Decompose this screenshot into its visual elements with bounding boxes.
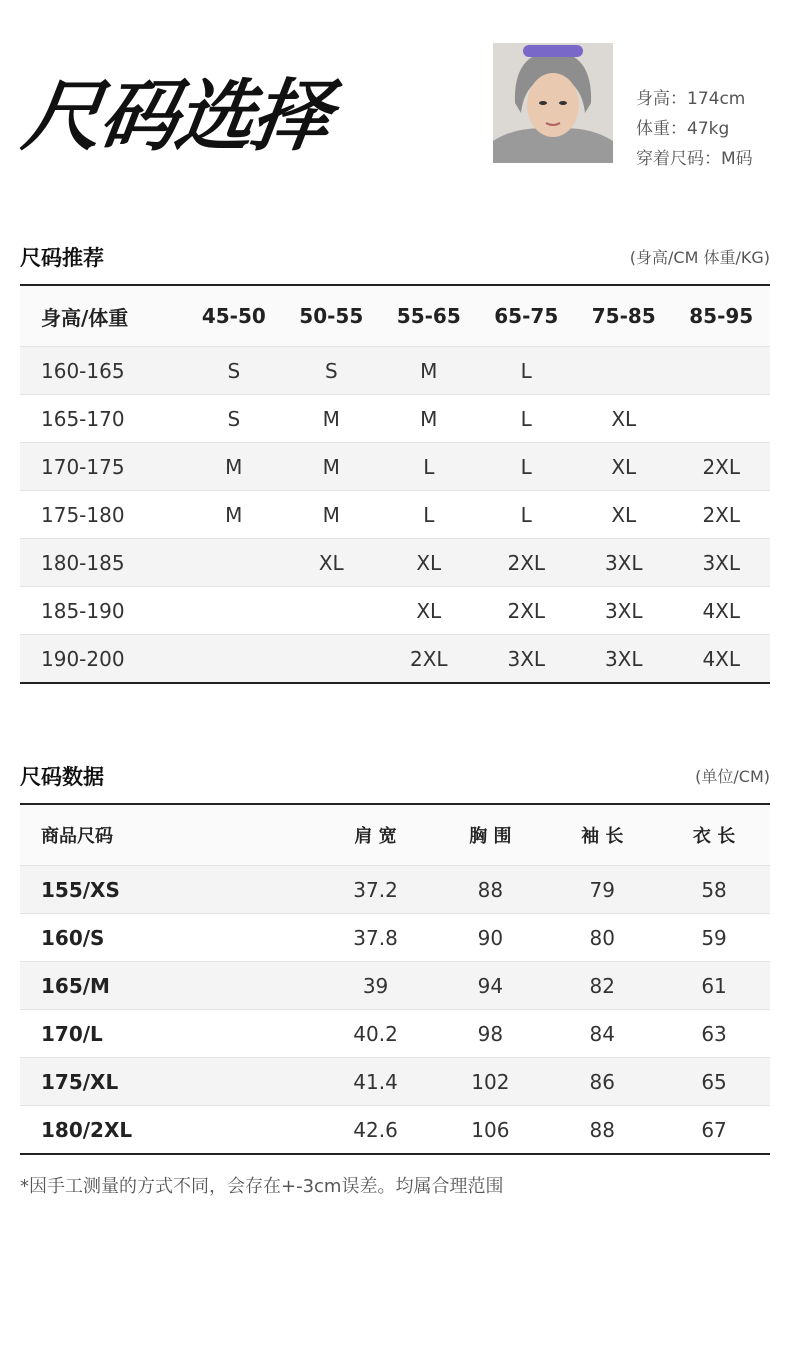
spec-unit: (单位/CM)	[695, 767, 770, 786]
table-cell: L	[478, 491, 575, 539]
table-cell: 106	[434, 1106, 546, 1155]
table-cell: M	[380, 395, 477, 443]
table-header-row	[20, 285, 770, 347]
table-cell: 3XL	[575, 587, 672, 635]
model-photo	[493, 43, 613, 163]
table-cell: M	[283, 443, 380, 491]
column-header: 胸 围	[434, 804, 546, 866]
table-row	[20, 1010, 770, 1058]
table-cell: 82	[546, 962, 658, 1010]
table-cell: 2XL	[380, 635, 477, 684]
table-cell: M	[283, 395, 380, 443]
row-label: 185-190	[20, 587, 185, 635]
table-cell	[283, 635, 380, 684]
column-header: 身高/体重	[20, 285, 185, 347]
row-label: 155/XS	[20, 866, 317, 914]
table-cell: L	[380, 491, 477, 539]
table-row	[20, 395, 770, 443]
table-row	[20, 866, 770, 914]
table-cell: XL	[575, 395, 672, 443]
table-cell	[575, 347, 672, 395]
table-cell: 63	[658, 1010, 770, 1058]
table-cell: L	[478, 443, 575, 491]
column-header: 商品尺码	[20, 804, 317, 866]
table-cell: 3XL	[478, 635, 575, 684]
column-header: 45-50	[185, 285, 282, 347]
size-spec-table	[20, 803, 770, 1155]
column-header: 衣 长	[658, 804, 770, 866]
table-cell: 40.2	[317, 1010, 435, 1058]
table-row	[20, 914, 770, 962]
table-cell: S	[283, 347, 380, 395]
table-cell: M	[185, 491, 282, 539]
table-cell: 80	[546, 914, 658, 962]
row-label: 165/M	[20, 962, 317, 1010]
table-header-row	[20, 804, 770, 866]
table-row	[20, 1058, 770, 1106]
recommend-unit: (身高/CM 体重/KG)	[629, 248, 770, 267]
table-cell: S	[185, 395, 282, 443]
table-cell: 86	[546, 1058, 658, 1106]
table-cell: L	[478, 347, 575, 395]
table-cell	[185, 539, 282, 587]
table-cell: 4XL	[672, 587, 770, 635]
table-cell: 2XL	[478, 539, 575, 587]
column-header: 85-95	[672, 285, 770, 347]
table-cell: 37.2	[317, 866, 435, 914]
table-cell: XL	[380, 587, 477, 635]
table-cell	[672, 347, 770, 395]
table-cell: 102	[434, 1058, 546, 1106]
table-cell: XL	[575, 491, 672, 539]
row-label: 160/S	[20, 914, 317, 962]
table-cell: 67	[658, 1106, 770, 1155]
table-row	[20, 1106, 770, 1155]
recommend-title: 尺码推荐	[20, 246, 104, 270]
table-row	[20, 491, 770, 539]
table-cell: M	[380, 347, 477, 395]
table-cell	[672, 395, 770, 443]
table-cell: 4XL	[672, 635, 770, 684]
table-cell: XL	[283, 539, 380, 587]
page-title: 尺码选择	[17, 72, 335, 162]
table-cell: 65	[658, 1058, 770, 1106]
table-row	[20, 347, 770, 395]
row-label: 160-165	[20, 347, 185, 395]
row-label: 165-170	[20, 395, 185, 443]
column-header: 肩 宽	[317, 804, 435, 866]
table-row	[20, 962, 770, 1010]
table-cell: M	[185, 443, 282, 491]
table-cell: 2XL	[672, 443, 770, 491]
table-row	[20, 587, 770, 635]
table-cell: 2XL	[672, 491, 770, 539]
row-label: 175-180	[20, 491, 185, 539]
table-cell	[185, 635, 282, 684]
table-cell: 90	[434, 914, 546, 962]
column-header: 65-75	[478, 285, 575, 347]
model-size: 穿着尺码：M码	[636, 149, 753, 169]
table-cell: S	[185, 347, 282, 395]
model-weight: 体重：47kg	[636, 119, 730, 139]
table-row	[20, 539, 770, 587]
table-cell: 3XL	[575, 635, 672, 684]
table-cell: 79	[546, 866, 658, 914]
table-cell: 98	[434, 1010, 546, 1058]
row-label: 175/XL	[20, 1058, 317, 1106]
table-cell: L	[380, 443, 477, 491]
table-row	[20, 443, 770, 491]
table-cell: XL	[575, 443, 672, 491]
column-header: 50-55	[283, 285, 380, 347]
row-label: 170/L	[20, 1010, 317, 1058]
column-header: 袖 长	[546, 804, 658, 866]
table-cell: 2XL	[478, 587, 575, 635]
table-row	[20, 635, 770, 684]
model-height: 身高：174cm	[636, 89, 746, 109]
table-cell: M	[283, 491, 380, 539]
row-label: 180/2XL	[20, 1106, 317, 1155]
column-header: 75-85	[575, 285, 672, 347]
table-cell: 58	[658, 866, 770, 914]
table-cell	[185, 587, 282, 635]
table-cell	[283, 587, 380, 635]
column-header: 55-65	[380, 285, 477, 347]
footnote: *因手工测量的方式不同，会存在+-3cm误差。均属合理范围	[20, 1176, 504, 1197]
table-cell: 41.4	[317, 1058, 435, 1106]
table-cell: 88	[546, 1106, 658, 1155]
table-cell: L	[478, 395, 575, 443]
row-label: 180-185	[20, 539, 185, 587]
table-cell: 3XL	[672, 539, 770, 587]
table-cell: 42.6	[317, 1106, 435, 1155]
table-cell: XL	[380, 539, 477, 587]
row-label: 170-175	[20, 443, 185, 491]
table-cell: 59	[658, 914, 770, 962]
table-cell: 61	[658, 962, 770, 1010]
spec-title: 尺码数据	[20, 765, 104, 789]
size-recommend-table	[20, 284, 770, 684]
model-info	[636, 84, 753, 174]
table-cell: 94	[434, 962, 546, 1010]
table-cell: 3XL	[575, 539, 672, 587]
table-cell: 88	[434, 866, 546, 914]
table-cell: 84	[546, 1010, 658, 1058]
table-cell: 37.8	[317, 914, 435, 962]
row-label: 190-200	[20, 635, 185, 684]
table-cell: 39	[317, 962, 435, 1010]
